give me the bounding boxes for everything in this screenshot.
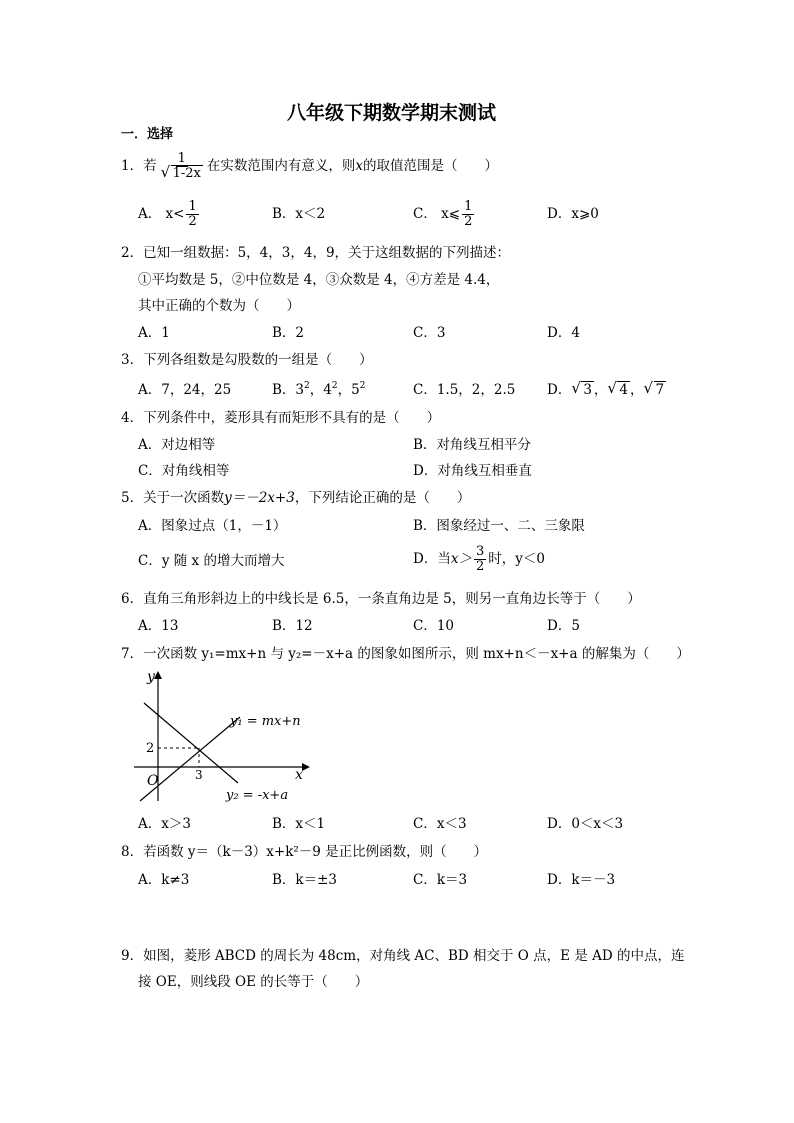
x-axis-arrow xyxy=(302,763,310,771)
q5-option-a: A．图象过点（1，－1） xyxy=(138,518,287,534)
question-1 xyxy=(121,152,498,181)
x-axis-label: x xyxy=(295,767,303,783)
q2-option-b: B．2 xyxy=(272,325,305,341)
q8-option-d: D．k＝－3 xyxy=(547,872,616,888)
page-title: 八年级下期数学期末测试 xyxy=(287,102,497,124)
q6-option-c: C．10 xyxy=(413,618,455,634)
q6-option-b: B．12 xyxy=(272,618,313,634)
q1-pre: 若 xyxy=(143,158,157,174)
q1-option-c: C． x⩽ $\frac{1}{2}$ xyxy=(413,199,473,229)
q2-option-d: D．4 xyxy=(547,325,580,341)
question-5: 5．关于一次函数y＝－2x+3，下列结论正确的是（ ） xyxy=(121,490,471,506)
question-9: 9．如图，菱形 ABCD 的周长为 48cm，对角线 AC、BD 相交于 O 点，E 是 AD 的中点，连 xyxy=(121,948,685,964)
q3-option-d: D． √ 3 ， √ 4 ， √ 7 xyxy=(547,379,665,398)
q1-frac-den: √ 1-2x xyxy=(160,163,201,181)
q1-post: 在实数范围内有意义，则 xyxy=(206,158,356,174)
q6-option-d: D．5 xyxy=(547,618,580,634)
tick-x-3: 3 xyxy=(195,768,203,782)
q1-fraction xyxy=(159,152,205,181)
origin-label: O xyxy=(147,773,159,789)
tick-y-2: 2 xyxy=(146,741,155,756)
question-4: 4．下列条件中，菱形具有而矩形不具有的是（ ） xyxy=(121,410,441,426)
q1-radicand: 1-2x xyxy=(172,166,201,181)
y-axis-arrow xyxy=(154,671,162,679)
line-y1-label: y₁ = mx+n xyxy=(230,714,301,729)
q2-option-c: C．3 xyxy=(413,325,446,341)
question-2: 2．已知一组数据：5，4，3，4，9，关于这组数据的下列描述： xyxy=(121,245,511,261)
q4-option-c: C．对角线相等 xyxy=(138,463,230,479)
q8-option-c: C．k＝3 xyxy=(413,872,468,888)
q7-option-c: C．x＜3 xyxy=(413,816,467,832)
question-8: 8．若函数 y＝（k－3）x+k²－9 是正比例函数，则（ ） xyxy=(121,844,488,860)
q5-option-c: C．y 随 x 的增大而增大 xyxy=(138,553,285,569)
q1-option-a: A． x< $\frac{1}{2}$ xyxy=(138,199,197,229)
q2-option-a: A．1 xyxy=(138,325,170,341)
q1-option-b: B．x＜2 xyxy=(272,206,326,222)
q6-option-a: A．13 xyxy=(138,618,179,634)
q1-number: 1． xyxy=(121,158,144,174)
q4-option-d: D．对角线互相垂直 xyxy=(413,463,532,479)
q5-option-b: B．图象经过一、二、三象限 xyxy=(413,518,585,534)
q3-option-b: B．$3^2$，$4^2$，$5^2$ xyxy=(272,381,366,398)
q2-line3: 其中正确的个数为（ ） xyxy=(138,298,300,314)
q3-option-c: C．1.5，2，2.5 xyxy=(413,382,516,398)
q7-graph xyxy=(130,665,310,805)
q4-option-a: A．对边相等 xyxy=(138,437,216,453)
q1-option-d: D．x⩾0 xyxy=(547,206,599,222)
q3-option-a: A．7，24，25 xyxy=(138,382,232,398)
q1-frac-num: 1 xyxy=(177,151,186,166)
q7-option-a: A．x＞3 xyxy=(138,816,191,832)
q8-option-b: B．k＝±3 xyxy=(272,872,338,888)
line-y2-label: y₂ = -x+a xyxy=(226,788,289,803)
q9-line2: 接 OE，则线段 OE 的长等于（ ） xyxy=(138,974,369,990)
section-heading: 一．选择 xyxy=(121,127,174,142)
question-7: 7．一次函数 y₁=mx+n 与 y₂=－x+a 的图象如图所示，则 mx+n＜－x+a 的解集为（ ） xyxy=(121,646,690,662)
q7-option-d: D．0＜x＜3 xyxy=(547,816,624,832)
question-3: 3．下列各组数是勾股数的一组是（ ） xyxy=(121,352,373,368)
y-axis-label: y xyxy=(147,669,155,685)
q7-option-b: B．x＜1 xyxy=(272,816,326,832)
q4-option-b: B．对角线互相平分 xyxy=(413,437,531,453)
question-6: 6．直角三角形斜边上的中线长是 6.5，一条直角边是 5，则另一直角边长等于（ ） xyxy=(121,591,641,607)
q5-option-d: D．当x＞ $\frac{3}{2}$ 时，y＜0 xyxy=(413,544,545,574)
q8-option-a: A．k≠3 xyxy=(138,872,190,888)
q1-post2: 的取值范围是（ ） xyxy=(363,158,498,174)
q2-line2: ①平均数是 5，②中位数是 4，③众数是 4，④方差是 4.4， xyxy=(138,272,500,288)
q1-var: x xyxy=(355,158,363,174)
